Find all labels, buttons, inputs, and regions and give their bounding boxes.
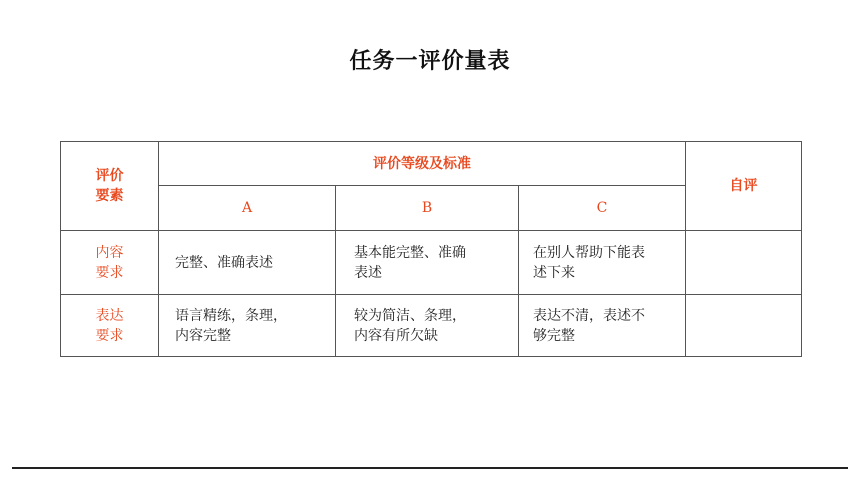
header-factor-cell xyxy=(61,142,159,231)
factor-line2: 要求 xyxy=(95,264,124,281)
grade-b-text xyxy=(336,295,519,357)
header-factor-line1: 评价 xyxy=(95,168,124,184)
cell-line1: 在别人帮助下能表 xyxy=(533,244,645,261)
cell-line2: 够完整 xyxy=(533,327,575,344)
grade-a-cell: A xyxy=(159,186,336,231)
cell-line1: 表达不清，表述不 xyxy=(533,307,645,324)
bottom-divider xyxy=(12,467,848,469)
page-title: 任务一评价量表 xyxy=(349,49,511,74)
self-eval-cell[interactable] xyxy=(686,295,802,357)
cell-line2: 表述 xyxy=(354,264,382,281)
factor-cell-content xyxy=(61,231,159,295)
self-eval-cell[interactable] xyxy=(686,231,802,295)
cell-line1: 语言精练，条理， xyxy=(175,307,287,324)
header-self-cell: 自评 xyxy=(686,142,802,231)
evaluation-table xyxy=(60,141,802,357)
factor-line1: 表达 xyxy=(95,307,124,324)
grade-b-cell: B xyxy=(336,186,519,231)
grade-b-text xyxy=(336,231,519,295)
table-row xyxy=(61,231,802,295)
grade-a-text xyxy=(159,295,336,357)
table-row xyxy=(61,295,802,357)
grade-c-cell: C xyxy=(519,186,686,231)
cell-line1: 完整、准确表述 xyxy=(175,254,273,271)
cell-line1: 基本能完整、准确 xyxy=(354,244,466,261)
grade-a-text xyxy=(159,231,336,295)
cell-line2: 内容有所欠缺 xyxy=(354,327,438,344)
grade-c-text xyxy=(519,231,686,295)
cell-line2: 内容完整 xyxy=(175,327,231,344)
cell-line2: 述下来 xyxy=(533,264,575,281)
cell-line1: 较为简洁、条理， xyxy=(354,307,466,324)
factor-line2: 要求 xyxy=(95,327,124,344)
header-criteria-cell: 评价等级及标准 xyxy=(159,142,686,186)
factor-line1: 内容 xyxy=(95,244,124,261)
factor-cell-expression xyxy=(61,295,159,357)
grade-c-text xyxy=(519,295,686,357)
header-factor-line2: 要素 xyxy=(95,188,124,204)
header-row xyxy=(61,142,802,186)
